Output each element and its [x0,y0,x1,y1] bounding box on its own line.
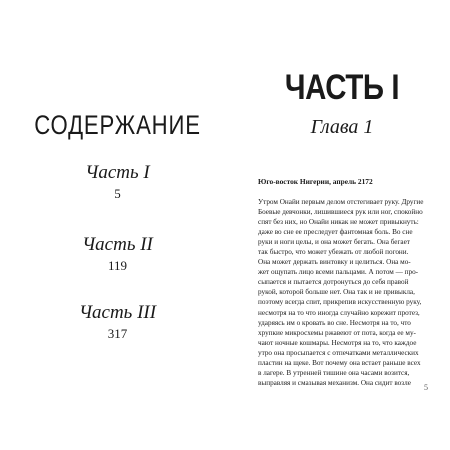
body-line: жет ощупать лицо всеми пальцами. А потом — про- [258,268,419,277]
body-line: сыпается и пытается дотронуться до себя правой [258,278,409,287]
chapter-body-text [258,197,444,388]
body-line: так быстро, что может убежать от любой погони. [258,248,409,257]
part-heading: ЧАСТЬ I [284,68,400,107]
body-line: даже во сне ее преследует фантомная боль. Во сне [258,228,413,237]
toc-page-number: 5 [114,186,121,201]
toc-part-label: Часть III [78,302,157,323]
toc-entry-part-3 [15,302,220,342]
toc-page-number: 119 [107,258,128,273]
toc-entry-part-2 [15,234,220,274]
body-line: Утром Онайи первым делом отстегивает руку. Другие [258,198,424,206]
chapter-heading: Глава 1 [310,116,374,138]
toc-page-number: 317 [107,326,128,341]
toc-title: СОДЕРЖАНИЕ [34,110,201,140]
body-line: чают ночные кошмары. Несмотря на то, что каждое [258,338,417,347]
body-line: пластин на щеке. Вот почему она встает раньше всех [258,358,421,367]
toc-entry-part-1 [15,162,220,202]
body-line: спят без них, но Онайи никак не может привыкнуть: [258,218,419,227]
body-line: Боевые девчонки, лишившиеся рук или ног, спокойно [258,208,423,217]
body-line: выправляя и смазывая механизм. Она сидит возле [258,378,411,387]
body-line: Она может держать винтовку и целиться. Она мо- [258,258,411,267]
chapter-dateline: Юго-восток Нигерии, апрель 2172 [258,177,373,186]
body-line: руки и ноги целы, и она может бегать. Она бегает [258,238,410,247]
toc-part-label: Часть I [85,162,150,183]
body-line: хрупкие микросхемы ржавеют от пота, когда ее му- [258,328,416,337]
body-line: утро она просыпается с отпечатками металлических [258,348,419,357]
body-line: несмотря на то что иногда случайно корежит протез, [258,308,420,317]
body-line: в лагере. В утренней тишине она часами возится, [258,368,410,377]
body-line: поэтому всегда спит, прикрепив искусственную руку, [258,298,422,307]
body-line: рукой, которой больше нет. Она так и не привыкла, [258,288,415,297]
page-number: 5 [424,383,428,392]
body-line: ударяясь им о кровать во сне. Несмотря на то, что [258,318,411,327]
toc-part-label: Часть II [82,234,153,255]
